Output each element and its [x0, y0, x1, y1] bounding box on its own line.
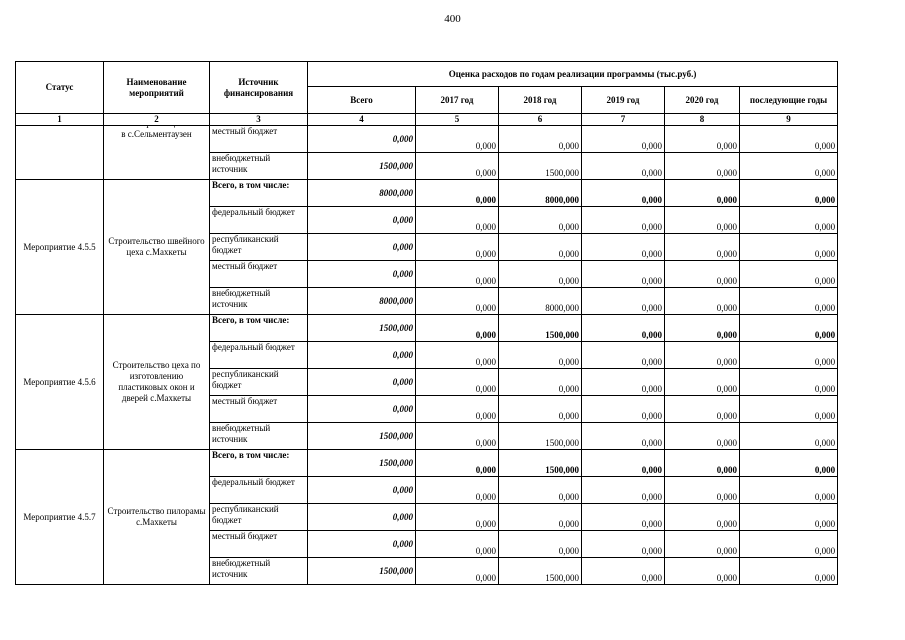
source-cell: республиканский бюджет [210, 369, 308, 396]
value-cell: 0,000 [740, 126, 838, 153]
value-cell: 0,000 [416, 477, 499, 504]
value-cell: 0,000 [416, 180, 499, 207]
value-cell: 0,000 [416, 531, 499, 558]
value-total: 0,000 [308, 477, 416, 504]
source-cell: внебюджетный источник [210, 423, 308, 450]
value-cell: 0,000 [416, 261, 499, 288]
value-cell: 0,000 [416, 126, 499, 153]
value-total: 0,000 [308, 207, 416, 234]
value-cell: 0,000 [416, 288, 499, 315]
value-cell: 0,000 [665, 558, 740, 585]
source-cell: внебюджетный источник [210, 558, 308, 585]
value-cell: 0,000 [740, 315, 838, 342]
col-number: 6 [499, 114, 582, 126]
value-cell: 0,000 [582, 315, 665, 342]
value-cell: 0,000 [740, 369, 838, 396]
value-cell: 0,000 [499, 477, 582, 504]
value-cell: 0,000 [740, 234, 838, 261]
value-cell: 0,000 [416, 450, 499, 477]
source-cell: федеральный бюджет [210, 342, 308, 369]
source-cell: федеральный бюджет [210, 207, 308, 234]
budget-table [15, 61, 838, 585]
measure-name: Строительство цеха по изготовлению пластиковых окон и дверей с.Махкеты [104, 315, 210, 450]
value-cell: 1500,000 [499, 423, 582, 450]
value-cell: 0,000 [740, 342, 838, 369]
value-cell: 0,000 [740, 450, 838, 477]
source-cell: внебюджетный источник [210, 153, 308, 180]
value-cell: 0,000 [416, 558, 499, 585]
source-cell: местный бюджет [210, 261, 308, 288]
value-cell: 0,000 [416, 369, 499, 396]
col-number: 4 [308, 114, 416, 126]
value-cell: 0,000 [582, 450, 665, 477]
header-year-later: последующие годы [740, 87, 838, 114]
header-name: Наименование мероприятий [104, 62, 210, 114]
value-total: 1500,000 [308, 558, 416, 585]
value-total: 0,000 [308, 396, 416, 423]
header-year-2017: 2017 год [416, 87, 499, 114]
source-cell: Всего, в том числе: [210, 315, 308, 342]
status-cell [16, 126, 104, 180]
value-cell: 0,000 [740, 396, 838, 423]
value-cell: 0,000 [665, 261, 740, 288]
value-cell: 0,000 [582, 396, 665, 423]
value-cell: 0,000 [740, 207, 838, 234]
value-cell: 0,000 [582, 288, 665, 315]
value-cell: 0,000 [665, 180, 740, 207]
header-estimate: Оценка расходов по годам реализации программы (тыс.руб.) [308, 62, 838, 87]
header-year-2018: 2018 год [499, 87, 582, 114]
value-cell: 0,000 [416, 153, 499, 180]
value-cell: 0,000 [582, 180, 665, 207]
value-total: 0,000 [308, 342, 416, 369]
value-cell: 0,000 [582, 234, 665, 261]
table-row [16, 126, 838, 153]
value-cell: 0,000 [582, 369, 665, 396]
measure-status: Мероприятие 4.5.6 [16, 315, 104, 450]
value-cell: 0,000 [582, 504, 665, 531]
source-cell: федеральный бюджет [210, 477, 308, 504]
value-cell: 0,000 [665, 288, 740, 315]
value-total: 1500,000 [308, 450, 416, 477]
source-cell: местный бюджет [210, 396, 308, 423]
source-cell: Всего, в том числе: [210, 180, 308, 207]
value-cell: 0,000 [740, 531, 838, 558]
value-cell: 0,000 [416, 342, 499, 369]
value-cell: 0,000 [665, 369, 740, 396]
value-cell: 0,000 [499, 261, 582, 288]
value-total: 0,000 [308, 531, 416, 558]
value-cell: 0,000 [665, 126, 740, 153]
value-cell: 0,000 [582, 477, 665, 504]
value-cell: 0,000 [665, 207, 740, 234]
col-number: 5 [416, 114, 499, 126]
value-cell: 0,000 [416, 234, 499, 261]
value-cell: 0,000 [582, 342, 665, 369]
header-status: Статус [16, 62, 104, 114]
value-total: 0,000 [308, 369, 416, 396]
value-cell: 0,000 [499, 504, 582, 531]
source-cell: местный бюджет [210, 126, 308, 153]
value-cell: 8000,000 [499, 180, 582, 207]
value-cell: 0,000 [582, 423, 665, 450]
value-cell: 0,000 [665, 396, 740, 423]
measure-name-line: в с.Сельментаузен [121, 129, 192, 139]
value-cell: 0,000 [740, 261, 838, 288]
value-cell: 0,000 [665, 315, 740, 342]
col-number: 9 [740, 114, 838, 126]
value-cell: 0,000 [416, 504, 499, 531]
value-total: 1500,000 [308, 315, 416, 342]
value-cell: 0,000 [582, 153, 665, 180]
value-cell: 0,000 [416, 423, 499, 450]
col-number: 8 [665, 114, 740, 126]
measure-status: Мероприятие 4.5.7 [16, 450, 104, 585]
value-cell: 0,000 [665, 234, 740, 261]
value-total: 0,000 [308, 504, 416, 531]
source-cell: республиканский бюджет [210, 504, 308, 531]
value-cell: 0,000 [499, 342, 582, 369]
value-cell: 0,000 [416, 315, 499, 342]
value-cell: 0,000 [582, 531, 665, 558]
value-cell: 0,000 [740, 477, 838, 504]
measure-name: Строительство пилорамы с.Махкеты [104, 450, 210, 585]
value-cell: 0,000 [665, 477, 740, 504]
value-total: 0,000 [308, 261, 416, 288]
value-cell: 0,000 [740, 180, 838, 207]
value-cell: 0,000 [740, 153, 838, 180]
value-cell: 0,000 [665, 423, 740, 450]
value-cell: 0,000 [416, 396, 499, 423]
source-cell: республиканский бюджет [210, 234, 308, 261]
value-cell: 1500,000 [499, 558, 582, 585]
value-total: 1500,000 [308, 423, 416, 450]
header-year-total: Всего [308, 87, 416, 114]
col-number: 3 [210, 114, 308, 126]
value-cell: 0,000 [582, 558, 665, 585]
value-cell: 0,000 [499, 369, 582, 396]
measure-name-cell [104, 126, 210, 180]
value-cell: 0,000 [740, 288, 838, 315]
value-cell: 0,000 [665, 504, 740, 531]
value-cell: 0,000 [499, 396, 582, 423]
value-cell: 0,000 [740, 558, 838, 585]
measure-status: Мероприятие 4.5.5 [16, 180, 104, 315]
measures-body [16, 180, 838, 585]
value-cell: 0,000 [665, 153, 740, 180]
value-cell: 1500,000 [499, 450, 582, 477]
value-total: 8000,000 [308, 180, 416, 207]
value-cell: 0,000 [665, 342, 740, 369]
table-row [16, 450, 838, 477]
value-cell: 0,000 [582, 207, 665, 234]
measure-name: Строительство швейного цеха с.Махкеты [104, 180, 210, 315]
header-year-2019: 2019 год [582, 87, 665, 114]
value-cell: 0,000 [740, 504, 838, 531]
source-cell: местный бюджет [210, 531, 308, 558]
value-total: 1500,000 [308, 153, 416, 180]
value-cell: 0,000 [665, 531, 740, 558]
col-number: 2 [104, 114, 210, 126]
source-cell: внебюджетный источник [210, 288, 308, 315]
value-cell: 1500,000 [499, 153, 582, 180]
header-year-2020: 2020 год [665, 87, 740, 114]
value-cell: 1500,000 [499, 315, 582, 342]
value-cell: 0,000 [582, 261, 665, 288]
value-cell: 0,000 [582, 126, 665, 153]
value-cell: 0,000 [499, 531, 582, 558]
page-number: 400 [444, 13, 461, 25]
value-cell: 8000,000 [499, 288, 582, 315]
value-cell: 0,000 [416, 207, 499, 234]
value-cell: 0,000 [499, 126, 582, 153]
value-cell: 0,000 [499, 234, 582, 261]
table-row [16, 180, 838, 207]
value-total: 0,000 [308, 234, 416, 261]
value-cell: 0,000 [499, 207, 582, 234]
value-cell: 0,000 [740, 423, 838, 450]
col-number: 1 [16, 114, 104, 126]
table-row [16, 315, 838, 342]
value-cell: 0,000 [665, 450, 740, 477]
value-total: 8000,000 [308, 288, 416, 315]
header-source: Источник финансирования [210, 62, 308, 114]
col-number: 7 [582, 114, 665, 126]
source-cell: Всего, в том числе: [210, 450, 308, 477]
value-total: 0,000 [308, 126, 416, 153]
